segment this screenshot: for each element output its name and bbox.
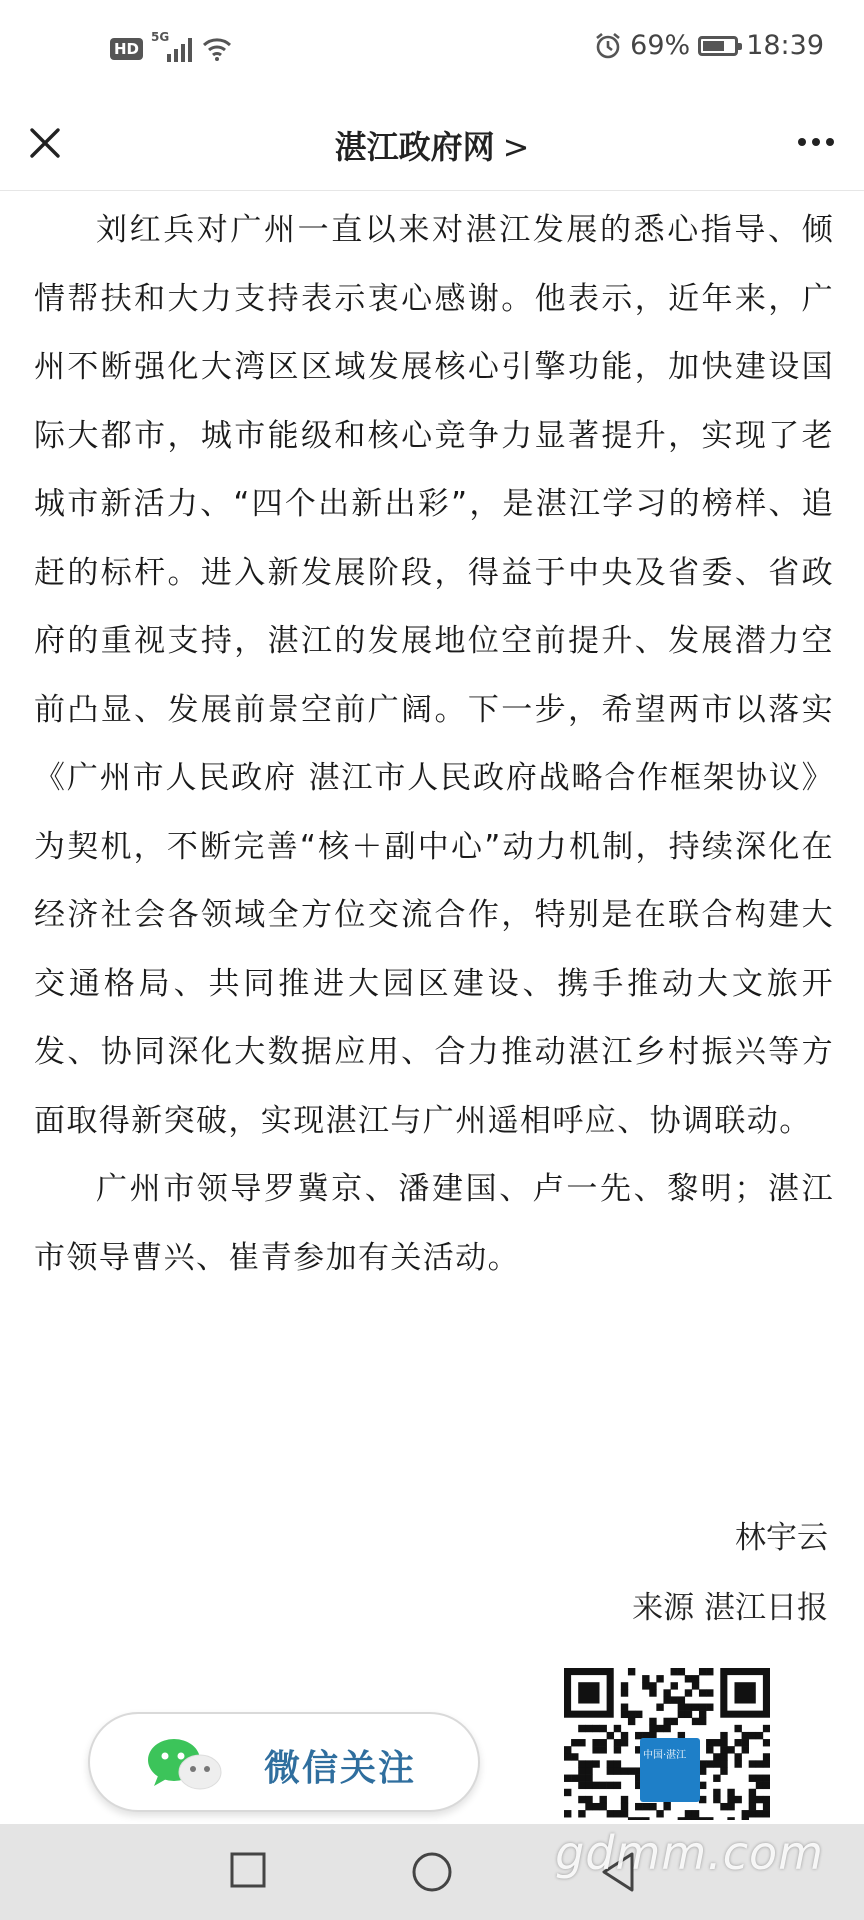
page-title: 湛江政府网: [334, 128, 495, 166]
clock: 18:39: [746, 30, 824, 61]
home-icon[interactable]: [410, 1850, 454, 1894]
battery-icon: [698, 36, 738, 56]
status-left: [110, 30, 232, 62]
article-author: 林宇云: [735, 1520, 828, 1556]
chevron-right-icon: >: [502, 128, 530, 166]
wifi-icon: [202, 37, 232, 61]
article-source: 来源 湛江日报: [632, 1590, 828, 1626]
recent-apps-icon[interactable]: [228, 1850, 268, 1890]
hd-badge: HD: [110, 38, 143, 60]
wechat-icon: [144, 1736, 224, 1792]
cellular-signal-icon: [151, 30, 192, 62]
article-body: [34, 196, 834, 1292]
status-right: [594, 30, 824, 61]
battery-percent: 69%: [630, 30, 691, 61]
wechat-follow-label: 微信关注: [264, 1748, 417, 1789]
article-paragraph: 刘红兵对广州一直以来对湛江发展的悉心指导、倾情帮扶和大力支持表示衷心感谢。他表示，近年来，广州不断强化大湾区区域发展核心引擎功能，加快建设国际大都市，城市能级和核心竞争力显著提升，实现了老城市新活力、“四个出新出彩”，是湛江学习的榜样、追赶的标杆。进入新发展阶段，得益于中央及省委、省政府的重视支持，湛江的发展地位空前提升、发展潜力空前凸显、发展前景空前广阔。下一步，希望两市以落实《广州市人民政府 湛江市人民政府战略合作框架协议》为契机，不断完善“核＋副中心”动力机制，持续深化在经济社会各领域全方位交流合作，特别是在联合构建大交通格局、共同推进大园区建设、携手推动大文旅开发、协同深化大数据应用、合力推动湛江乡村振兴等方面取得新突破，实现湛江与广州遥相呼应、协调联动。: [34, 212, 834, 1139]
network-type-label: 5G: [151, 30, 170, 44]
status-bar: [0, 0, 864, 104]
alarm-icon: [594, 32, 622, 60]
top-bar: [0, 104, 864, 191]
qr-caption: 中国·湛江: [643, 1750, 687, 1761]
wechat-follow-button[interactable]: [88, 1712, 480, 1812]
article-paragraph: 广州市领导罗冀京、潘建国、卢一先、黎明；湛江市领导曹兴、崔青参加有关活动。: [34, 1171, 834, 1276]
more-icon[interactable]: [786, 122, 846, 162]
qr-code: [564, 1668, 770, 1820]
account-title-link[interactable]: [0, 122, 864, 168]
watermark: gdmm.com: [555, 1826, 824, 1880]
